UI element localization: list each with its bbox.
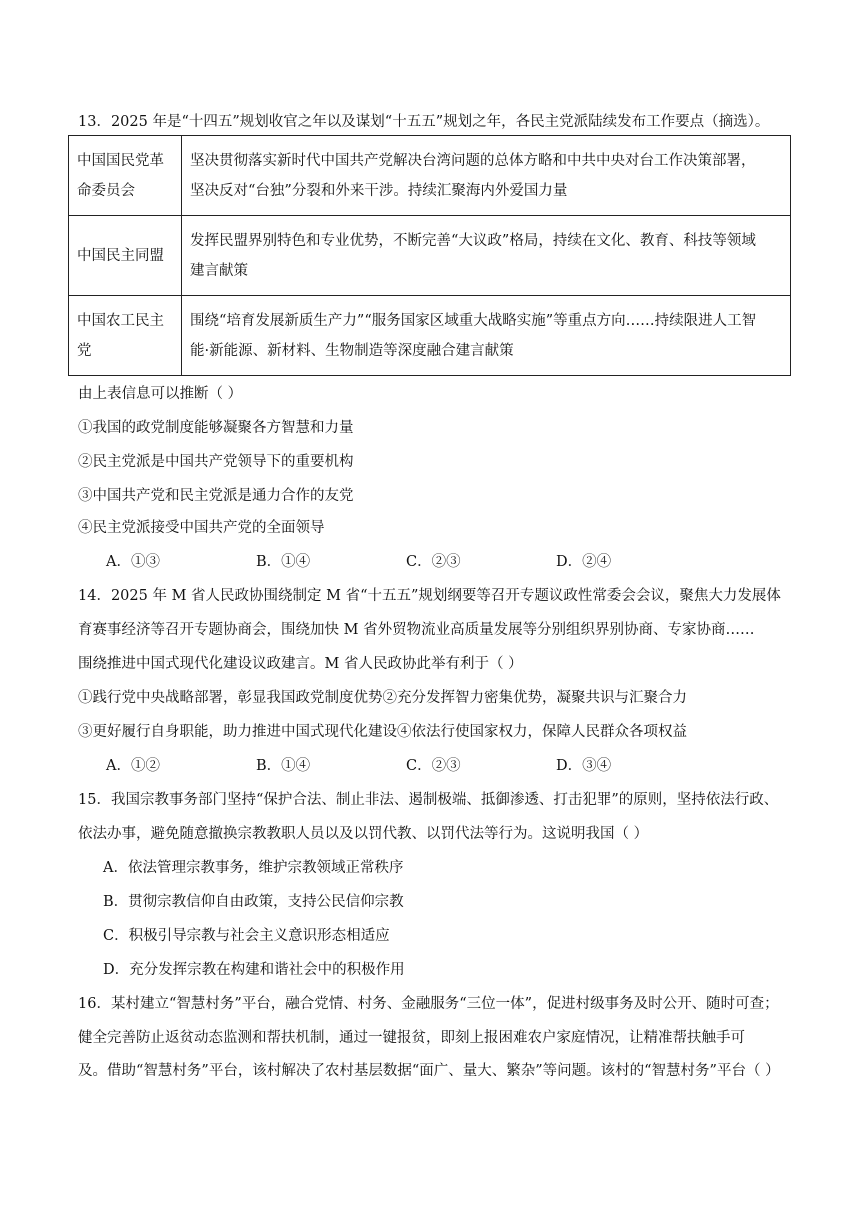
q16-stem-line: 及。借助“智慧村务”平台，该村解决了农村基层数据“面广、量大、繁杂”等问题。该村的“智慧村务”平台（ ） — [78, 1063, 780, 1079]
party-content-cell: 围绕“培育发展新质生产力”“服务国家区域重大战略实施”等重点方向……持续限进人工智 能·新能源、新材料、生物制造等深度融合建言献策 — [182, 296, 791, 376]
q15-option-d[interactable]: D．充分发挥宗教在构建和谐社会中的积极作用 — [103, 962, 405, 978]
q13-item: ②民主党派是中国共产党领导下的重要机构 — [78, 454, 354, 470]
option-b[interactable]: B．①④ — [256, 758, 311, 774]
party-content-cell: 发挥民盟界别特色和专业优势，不断完善“大议政”格局，持续在文化、教育、科技等领域 建言献策 — [182, 216, 791, 296]
q15-stem-line: 15．我国宗教事务部门坚持“保护合法、制止非法、遏制极端、抵御渗透、打击犯罪”的原则，坚持依法行政、 — [78, 792, 779, 808]
q14-options — [106, 756, 706, 776]
option-a[interactable]: A．①③ — [106, 554, 160, 570]
q13-item: ①我国的政党制度能够凝聚各方智慧和力量 — [78, 420, 354, 436]
table-row — [69, 136, 791, 216]
party-name-cell: 中国农工民主 党 — [69, 296, 182, 376]
q13-stem: 13．2025 年是“十四五”规划收官之年以及谋划“十五五”规划之年，各民主党派陆续发布工作要点（摘选）。 — [78, 114, 770, 130]
q13-item: ③中国共产党和民主党派是通力合作的友党 — [78, 488, 354, 504]
option-d[interactable]: D．②④ — [556, 554, 612, 570]
q15-option-c[interactable]: C．积极引导宗教与社会主义意识形态相适应 — [103, 928, 390, 944]
party-content-cell: 坚决贯彻落实新时代中国共产党解决台湾问题的总体方略和中共中央对台工作决策部署， 坚决反对“台独”分裂和外来干涉。持续汇聚海内外爱国力量 — [182, 136, 791, 216]
option-c[interactable]: C．②③ — [406, 554, 461, 570]
q15-option-b[interactable]: B．贯彻宗教信仰自由政策，支持公民信仰宗教 — [103, 894, 404, 910]
option-d[interactable]: D．③④ — [556, 758, 612, 774]
option-b[interactable]: B．①④ — [256, 554, 311, 570]
q15-stem-line: 依法办事，避免随意撤换宗教教职人员以及以罚代教、以罚代法等行为。这说明我国（ ） — [78, 826, 649, 842]
q16-stem-line: 健全完善防止返贫动态监测和帮扶机制，通过一键报贫，即刻上报困难农户家庭情况，让精准帮扶触手可 — [78, 1030, 745, 1046]
q13-table — [68, 135, 791, 376]
q15-option-a[interactable]: A．依法管理宗教事务，维护宗教领域正常秩序 — [103, 860, 404, 876]
party-name-cell: 中国国民党革 命委员会 — [69, 136, 182, 216]
q14-stem-line: 育赛事经济等召开专题协商会，围绕加快 M 省外贸物流业高质量发展等分别组织界别协商、专家协商…… — [78, 622, 755, 638]
q14-item: ③更好履行自身职能，助力推进中国式现代化建设④依法行使国家权力，保障人民群众各项权益 — [78, 724, 687, 740]
party-name-cell: 中国民主同盟 — [69, 216, 182, 296]
q13-item: ④民主党派接受中国共产党的全面领导 — [78, 520, 325, 536]
option-a[interactable]: A．①② — [106, 758, 160, 774]
q14-stem-line: 14．2025 年 M 省人民政协围绕制定 M 省“十五五”规划纲要等召开专题议政性常委会会议，聚焦大力发展体 — [78, 588, 781, 604]
q13-options — [106, 552, 706, 572]
q16-stem-line: 16．某村建立“智慧村务”平台，融合党情、村务、金融服务“三位一体”，促进村级事务及时公开、随时可查； — [78, 996, 779, 1012]
option-c[interactable]: C．②③ — [406, 758, 461, 774]
q13-question: 由上表信息可以推断（ ） — [78, 386, 243, 402]
q14-item: ①践行党中央战略部署，彰显我国政党制度优势②充分发挥智力密集优势，凝聚共识与汇聚合力 — [78, 690, 687, 706]
table-row — [69, 216, 791, 296]
table-row — [69, 296, 791, 376]
q14-stem-line: 围绕推进中国式现代化建设议政建言。M 省人民政协此举有利于（ ） — [78, 656, 523, 672]
